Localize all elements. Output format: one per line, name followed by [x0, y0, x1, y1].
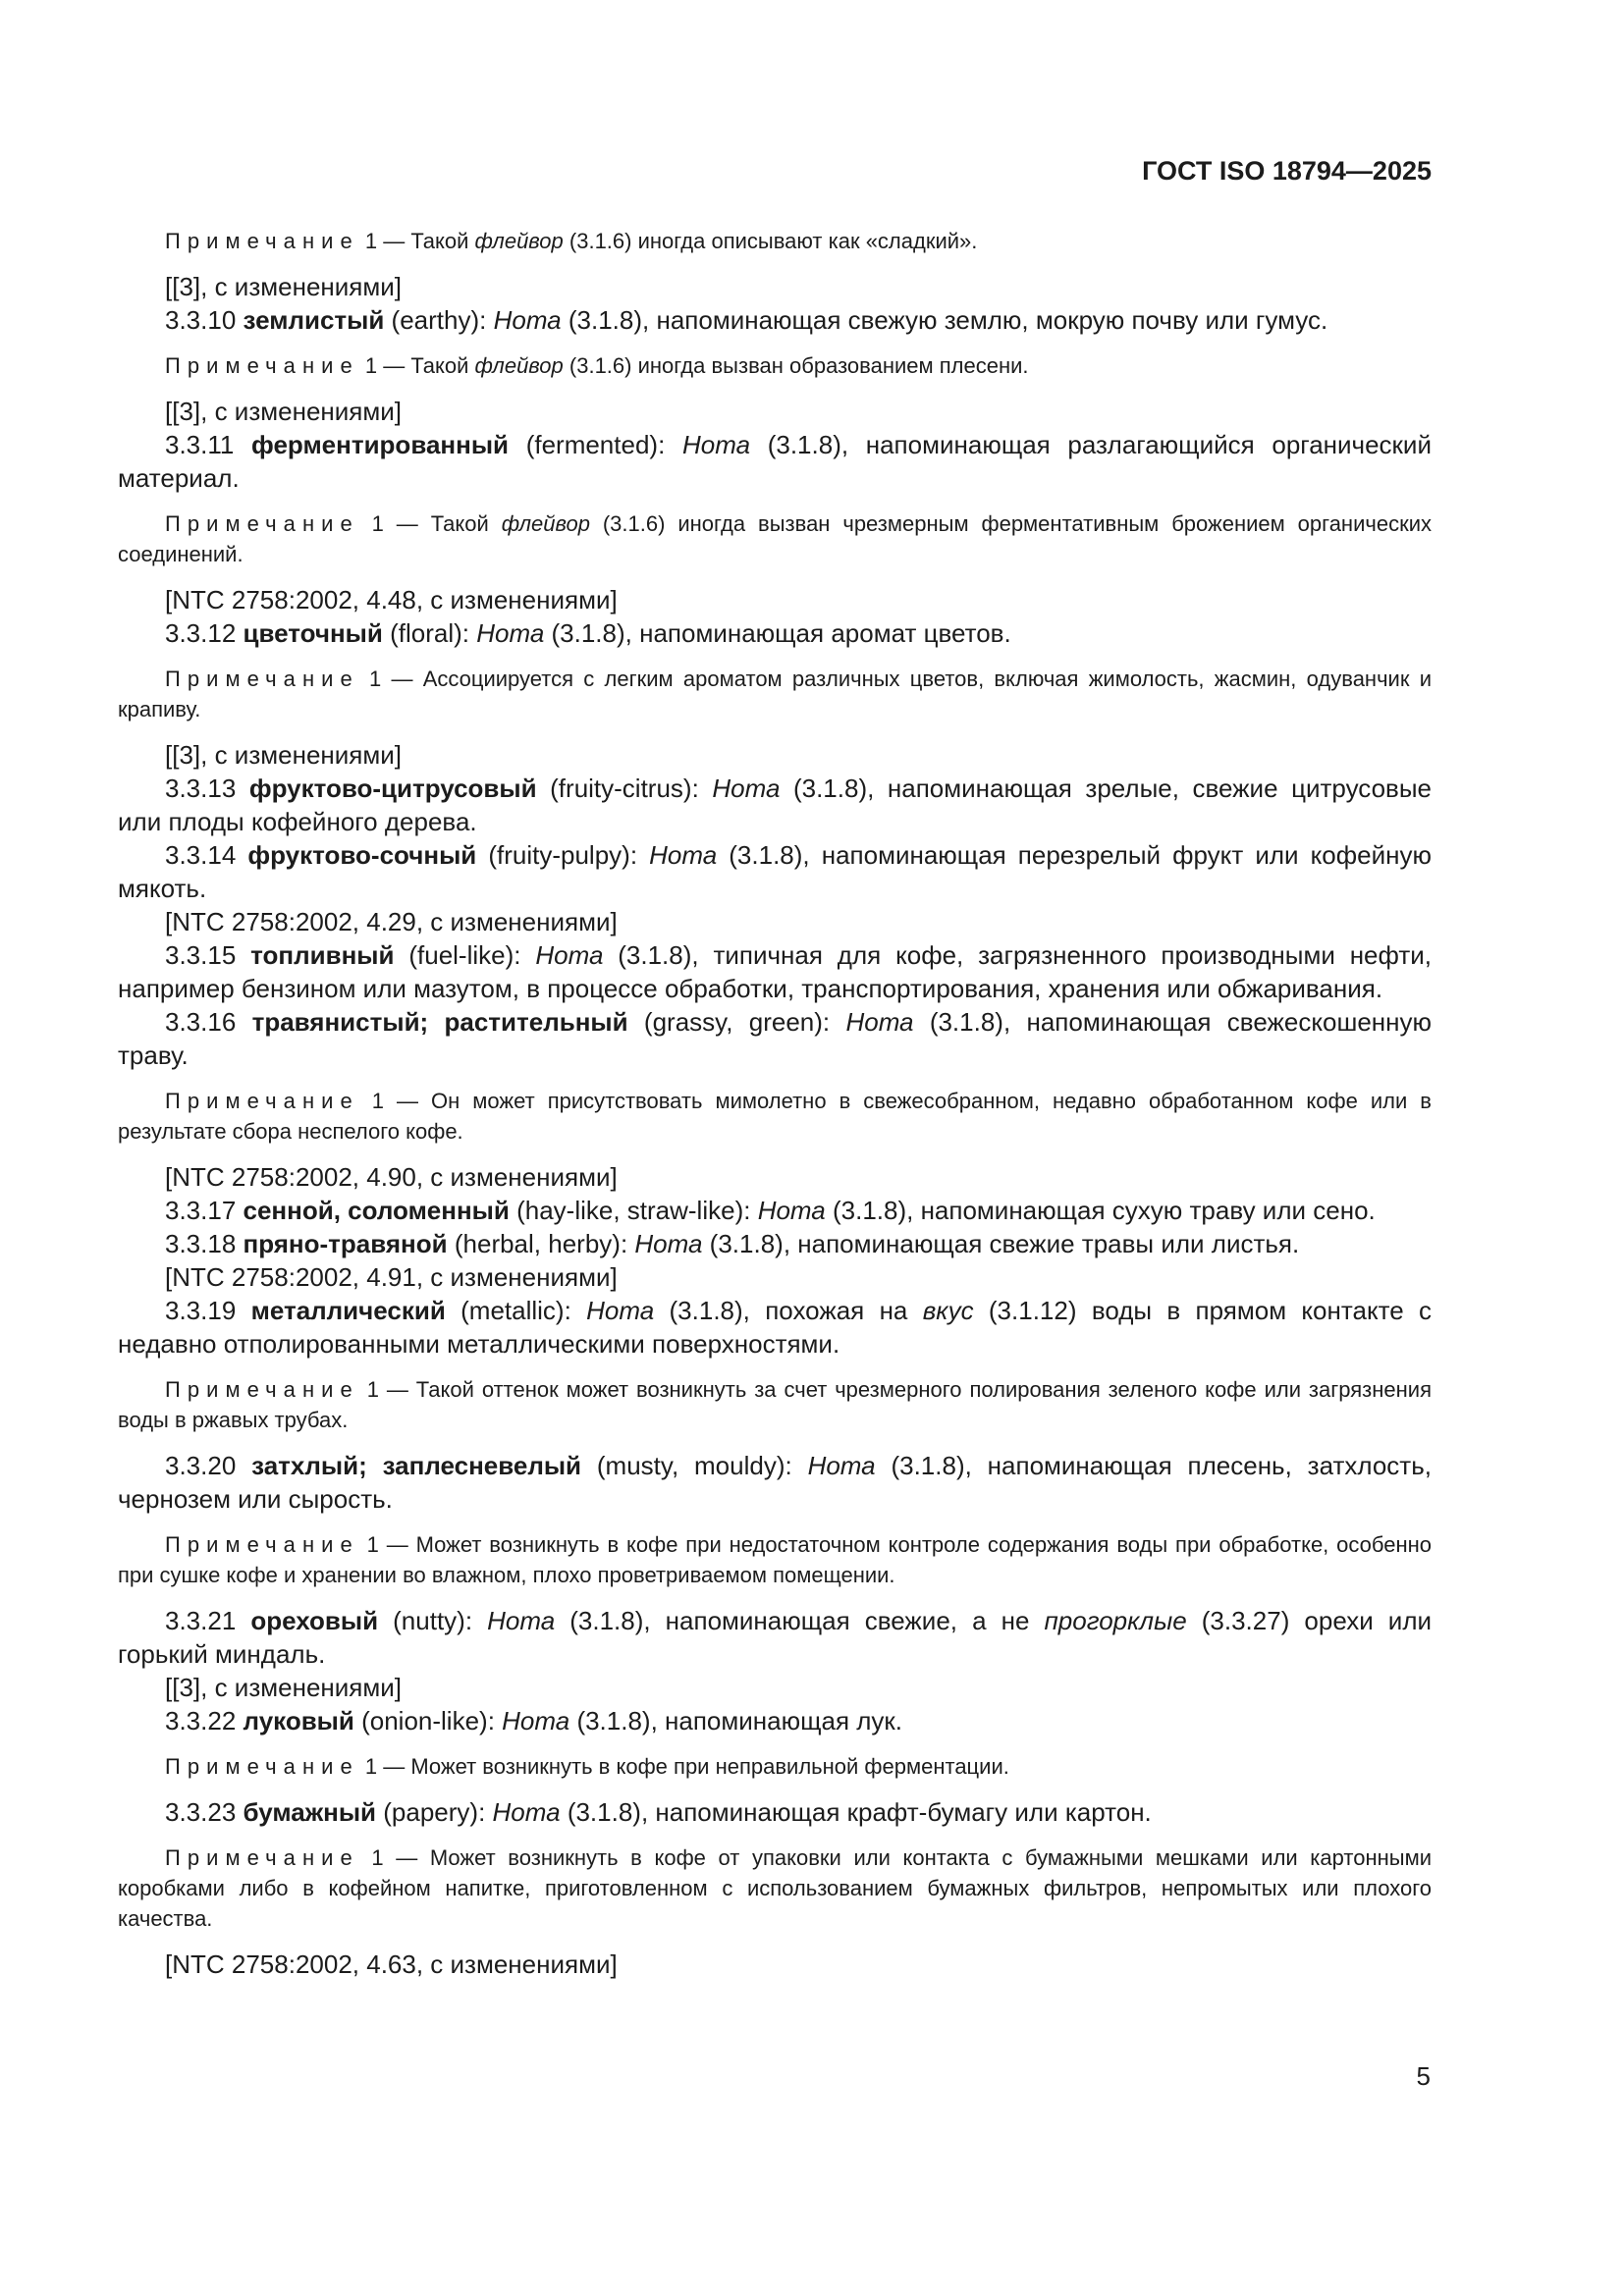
- text-run: [[3], с изменениями]: [165, 740, 402, 770]
- reference-line: [118, 395, 1432, 428]
- text-run: 3.3.15: [165, 940, 251, 970]
- text-run: [NTC 2758:2002, 4.91, с изменениями]: [165, 1262, 618, 1292]
- term-definition: [118, 772, 1432, 838]
- text-run: Примечание: [165, 1754, 359, 1779]
- text-run: [NTC 2758:2002, 4.29, с изменениями]: [165, 907, 618, 936]
- text-run: Примечание: [165, 667, 359, 691]
- text-run: (grassy, green):: [627, 1007, 846, 1037]
- text-run: 3.3.22: [165, 1706, 244, 1735]
- text-run: Нота: [492, 1797, 561, 1827]
- text-run: 3.3.11: [165, 430, 252, 459]
- text-run: землистый: [243, 305, 385, 335]
- text-run: Примечание: [165, 1377, 359, 1402]
- term-definition: [118, 1227, 1432, 1260]
- text-run: 3.3.12: [165, 618, 244, 648]
- text-run: [NTC 2758:2002, 4.48, с изменениями]: [165, 585, 618, 614]
- term-definition: [118, 1795, 1432, 1829]
- text-run: Нота: [649, 840, 718, 870]
- text-run: (3.1.8), напоминающая разлагающийся органический материал.: [118, 430, 1432, 493]
- note-paragraph: [118, 350, 1432, 381]
- text-run: Нота: [757, 1196, 826, 1225]
- text-run: (3.1.8), похожая на: [654, 1296, 923, 1325]
- text-run: [NTC 2758:2002, 4.63, с изменениями]: [165, 1949, 618, 1979]
- text-run: Примечание: [165, 229, 359, 253]
- term-definition: [118, 1704, 1432, 1737]
- document-body: [118, 212, 1432, 1981]
- reference-line: [118, 905, 1432, 938]
- text-run: (3.1.8), напоминающая плесень, затхлость, чернозем или сырость.: [118, 1451, 1432, 1514]
- term-definition: [118, 428, 1432, 495]
- text-run: Нота: [634, 1229, 703, 1258]
- text-run: 3.3.19: [165, 1296, 251, 1325]
- note-paragraph: [118, 1086, 1432, 1147]
- text-run: [[3], с изменениями]: [165, 272, 402, 301]
- text-run: Нота: [487, 1606, 556, 1635]
- text-run: пряно-травяной: [243, 1229, 448, 1258]
- note-paragraph: [118, 226, 1432, 256]
- text-run: (musty, mouldy):: [581, 1451, 808, 1480]
- text-run: 3.3.13: [165, 774, 249, 803]
- text-run: (3.1.8), напоминающая свежую землю, мокрую почву или гумус.: [561, 305, 1328, 335]
- text-run: флейвор: [474, 229, 564, 253]
- page-number: 5: [1416, 2061, 1431, 2091]
- reference-line: [118, 583, 1432, 616]
- text-run: Нота: [712, 774, 781, 803]
- text-run: (3.3.27) орехи или горький миндаль.: [118, 1606, 1433, 1669]
- text-run: 1 — Такой: [358, 229, 475, 253]
- text-run: (3.1.8), напоминающая свежие, а не: [555, 1606, 1045, 1635]
- text-run: (fruity-citrus):: [536, 774, 713, 803]
- text-run: металлический: [250, 1296, 446, 1325]
- text-run: цветочный: [243, 618, 383, 648]
- text-run: топливный: [250, 940, 395, 970]
- text-run: Примечание: [165, 1089, 359, 1113]
- text-run: сенной, соломенный: [243, 1196, 510, 1225]
- term-definition: [118, 838, 1432, 905]
- text-run: (papery):: [376, 1797, 493, 1827]
- text-run: 1 — Такой: [358, 511, 502, 536]
- text-run: 1 — Ассоциируется с легким ароматом различных цветов, включая жимолость, жасмин, одуванчик и крапиву.: [118, 667, 1432, 721]
- text-run: 3.3.17: [165, 1196, 244, 1225]
- text-run: Нота: [493, 305, 562, 335]
- note-paragraph: [118, 1374, 1432, 1435]
- term-definition: [118, 1194, 1432, 1227]
- text-run: 3.3.10: [165, 305, 244, 335]
- text-run: (3.1.6) иногда вызван чрезмерным ферментативным брожением органических соединений.: [118, 511, 1432, 566]
- text-run: 3.3.16: [165, 1007, 252, 1037]
- text-run: вкус: [922, 1296, 974, 1325]
- text-run: 1 — Может возникнуть в кофе при недостаточном контроле содержания воды при обработке, особенно при сушке кофе и хранении во влажном, плохо проветриваемом помещении.: [118, 1532, 1432, 1587]
- text-run: Нота: [845, 1007, 914, 1037]
- text-run: Примечание: [165, 353, 359, 378]
- text-run: (3.1.12) воды в прямом контакте с недавно отполированными металлическими поверхностями.: [118, 1296, 1432, 1359]
- text-run: флейвор: [501, 511, 590, 536]
- text-run: (earthy):: [384, 305, 494, 335]
- text-run: Примечание: [165, 511, 359, 536]
- text-run: Нота: [502, 1706, 570, 1735]
- text-run: ферментированный: [251, 430, 510, 459]
- text-run: 3.3.14: [165, 840, 248, 870]
- text-run: (3.1.8), напоминающая крафт-бумагу или картон.: [560, 1797, 1152, 1827]
- text-run: [NTC 2758:2002, 4.90, с изменениями]: [165, 1162, 618, 1192]
- text-run: фруктово-сочный: [247, 840, 477, 870]
- text-run: 3.3.20: [165, 1451, 252, 1480]
- text-run: 3.3.21: [165, 1606, 251, 1635]
- text-run: 3.3.18: [165, 1229, 244, 1258]
- text-run: (fermented):: [509, 430, 682, 459]
- text-run: (3.1.8), напоминающая зрелые, свежие цитрусовые или плоды кофейного дерева.: [118, 774, 1432, 836]
- term-definition: [118, 1294, 1432, 1361]
- text-run: (fuel-like):: [394, 940, 536, 970]
- text-run: травянистый; растительный: [251, 1007, 628, 1037]
- text-run: Нота: [681, 430, 751, 459]
- reference-line: [118, 1671, 1432, 1704]
- reference-line: [118, 1160, 1432, 1194]
- text-run: 1 — Может возникнуть в кофе при неправильной ферментации.: [358, 1754, 1009, 1779]
- reference-line: [118, 1948, 1432, 1981]
- text-run: (3.1.8), напоминающая аромат цветов.: [544, 618, 1011, 648]
- page-header-standard-designation: ГОСТ ISO 18794—2025: [1142, 156, 1432, 186]
- text-run: (nutty):: [378, 1606, 488, 1635]
- text-run: Нота: [476, 618, 545, 648]
- text-run: (onion-like):: [353, 1706, 503, 1735]
- text-run: (3.1.6) иногда вызван образованием плесени.: [563, 353, 1029, 378]
- note-paragraph: [118, 664, 1432, 724]
- text-run: (3.1.8), напоминающая сухую траву или сено.: [825, 1196, 1376, 1225]
- text-run: (3.1.8), типичная для кофе, загрязненного производными нефти, например бензином или мазутом, в процессе обработки, транспортирования, хранения или обжаривания.: [118, 940, 1432, 1003]
- term-definition: [118, 1005, 1432, 1072]
- term-definition: [118, 616, 1432, 650]
- text-run: флейвор: [474, 353, 564, 378]
- term-definition: [118, 1449, 1432, 1516]
- text-run: затхлый; заплесневелый: [251, 1451, 582, 1480]
- text-run: фруктово-цитрусовый: [248, 774, 537, 803]
- text-run: 3.3.23: [165, 1797, 244, 1827]
- term-definition: [118, 1604, 1432, 1671]
- note-paragraph: [118, 508, 1432, 569]
- term-definition: [118, 303, 1432, 337]
- text-run: (3.1.8), напоминающая перезрелый фрукт или кофейную мякоть.: [118, 840, 1432, 903]
- text-run: луковый: [243, 1706, 354, 1735]
- text-run: 1 — Он может присутствовать мимолетно в свежесобранном, недавно обработанном кофе или в результате сбора неспелого кофе.: [118, 1089, 1432, 1144]
- text-run: ореховый: [250, 1606, 379, 1635]
- text-run: 1 — Может возникнуть в кофе от упаковки или контакта с бумажными мешками или картонными коробками либо в кофейном напитке, приготовленном с использованием бумажных фильтров, непромытых или плохого качества.: [118, 1845, 1432, 1931]
- note-paragraph: [118, 1842, 1432, 1934]
- text-run: 1 — Такой оттенок может возникнуть за счет чрезмерного полирования зеленого кофе или загрязнения воды в ржавых трубах.: [118, 1377, 1432, 1432]
- text-run: (3.1.8), напоминающая лук.: [569, 1706, 903, 1735]
- text-run: Нота: [807, 1451, 876, 1480]
- text-run: бумажный: [243, 1797, 377, 1827]
- reference-line: [118, 1260, 1432, 1294]
- text-run: (3.1.6) иногда описывают как «сладкий».: [563, 229, 978, 253]
- note-paragraph: [118, 1529, 1432, 1590]
- text-run: (herbal, herby):: [447, 1229, 635, 1258]
- text-run: (floral):: [382, 618, 477, 648]
- note-paragraph: [118, 1751, 1432, 1782]
- text-run: (metallic):: [445, 1296, 587, 1325]
- reference-line: [118, 738, 1432, 772]
- text-run: Примечание: [165, 1845, 359, 1870]
- text-run: [[3], с изменениями]: [165, 397, 402, 426]
- text-run: Нота: [535, 940, 604, 970]
- text-run: Примечание: [165, 1532, 359, 1557]
- text-run: (hay-like, straw-like):: [509, 1196, 758, 1225]
- text-run: прогорклые: [1044, 1606, 1187, 1635]
- text-run: [[3], с изменениями]: [165, 1673, 402, 1702]
- text-run: (3.1.8), напоминающая свежие травы или листья.: [702, 1229, 1300, 1258]
- text-run: 1 — Такой: [358, 353, 475, 378]
- reference-line: [118, 270, 1432, 303]
- text-run: (3.1.8), напоминающая свежескошенную траву.: [118, 1007, 1432, 1070]
- term-definition: [118, 938, 1432, 1005]
- text-run: (fruity-pulpy):: [476, 840, 650, 870]
- text-run: Нота: [586, 1296, 655, 1325]
